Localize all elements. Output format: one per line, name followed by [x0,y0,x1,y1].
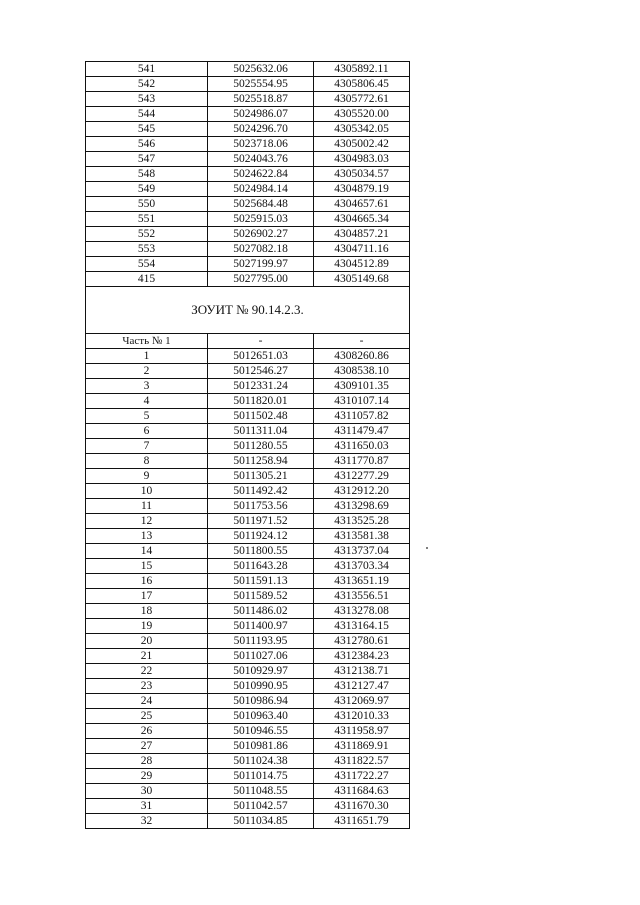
x-coordinate: 5011193.95 [208,634,314,649]
point-number: 32 [86,814,208,829]
point-number: 541 [86,62,208,77]
point-number: 546 [86,137,208,152]
table-row [86,409,410,424]
table-row [86,634,410,649]
table-row [86,272,410,287]
table-row [86,182,410,197]
section-header-body [86,287,410,349]
table-row [86,484,410,499]
y-coordinate: 4305342.05 [314,122,410,137]
x-coordinate: 5011486.02 [208,604,314,619]
y-coordinate: 4311650.03 [314,439,410,454]
y-coordinate: 4305002.42 [314,137,410,152]
x-coordinate: 5010963.40 [208,709,314,724]
y-coordinate: 4311770.87 [314,454,410,469]
x-coordinate: 5011034.85 [208,814,314,829]
table-row [86,152,410,167]
point-number: 23 [86,679,208,694]
coordinates-table [85,61,410,829]
x-coordinate: 5010990.95 [208,679,314,694]
table-row [86,439,410,454]
point-number: 13 [86,529,208,544]
table-row [86,469,410,484]
point-number: 3 [86,379,208,394]
y-coordinate: 4313556.51 [314,589,410,604]
table-row [86,739,410,754]
section-title-row [86,287,410,334]
x-coordinate: 5011502.48 [208,409,314,424]
point-number: 19 [86,619,208,634]
table-row [86,694,410,709]
y-coordinate: 4312010.33 [314,709,410,724]
part-header-row [86,334,410,349]
table-row [86,349,410,364]
point-number: 16 [86,574,208,589]
point-number: 548 [86,167,208,182]
y-coordinate: 4304857.21 [314,227,410,242]
table-row [86,122,410,137]
point-number: 4 [86,394,208,409]
x-coordinate: 5011971.52 [208,514,314,529]
stray-dot-mark [426,547,428,549]
y-coordinate: 4311670.30 [314,799,410,814]
point-number: 1 [86,349,208,364]
y-coordinate: 4313298.69 [314,499,410,514]
y-coordinate: 4313278.08 [314,604,410,619]
point-number: 29 [86,769,208,784]
table-row [86,92,410,107]
x-coordinate: 5025554.95 [208,77,314,92]
x-coordinate: 5027082.18 [208,242,314,257]
point-number: 552 [86,227,208,242]
y-coordinate: 4304983.03 [314,152,410,167]
point-number: 6 [86,424,208,439]
point-number: 554 [86,257,208,272]
point-number: 22 [86,664,208,679]
x-coordinate: 5011820.01 [208,394,314,409]
x-coordinate: 5011753.56 [208,499,314,514]
x-coordinate: 5011024.38 [208,754,314,769]
y-coordinate: 4305892.11 [314,62,410,77]
x-coordinate: 5011258.94 [208,454,314,469]
x-coordinate: 5011800.55 [208,544,314,559]
point-number: 14 [86,544,208,559]
y-coordinate: 4305034.57 [314,167,410,182]
y-coordinate: 4311722.27 [314,769,410,784]
y-coordinate: 4308538.10 [314,364,410,379]
y-coordinate: 4312138.71 [314,664,410,679]
y-coordinate: 4308260.86 [314,349,410,364]
point-number: 9 [86,469,208,484]
table-row [86,227,410,242]
point-number: 551 [86,212,208,227]
y-coordinate: 4313737.04 [314,544,410,559]
point-number: 550 [86,197,208,212]
x-coordinate: 5025684.48 [208,197,314,212]
section-title: ЗОУИТ № 90.14.2.3. [86,287,410,334]
table-row [86,529,410,544]
point-number: 553 [86,242,208,257]
point-number: 12 [86,514,208,529]
y-coordinate: 4311958.97 [314,724,410,739]
point-number: 26 [86,724,208,739]
point-number: 30 [86,784,208,799]
x-coordinate: 5010946.55 [208,724,314,739]
y-coordinate: 4304512.89 [314,257,410,272]
table-row [86,77,410,92]
table-row [86,424,410,439]
table-row [86,754,410,769]
y-coordinate: 4313581.38 [314,529,410,544]
y-coordinate: 4305806.45 [314,77,410,92]
point-number: 2 [86,364,208,379]
x-coordinate: 5011014.75 [208,769,314,784]
table-row [86,799,410,814]
x-coordinate: 5027795.00 [208,272,314,287]
y-coordinate: 4312069.97 [314,694,410,709]
x-coordinate: 5010929.97 [208,664,314,679]
table-row [86,574,410,589]
x-coordinate: 5010981.86 [208,739,314,754]
point-number: 27 [86,739,208,754]
x-coordinate: 5012546.27 [208,364,314,379]
x-coordinate: 5011643.28 [208,559,314,574]
y-coordinate: 4310107.14 [314,394,410,409]
point-number: 544 [86,107,208,122]
y-coordinate: 4312780.61 [314,634,410,649]
y-coordinate: 4305149.68 [314,272,410,287]
table-row [86,514,410,529]
y-coordinate: 4311822.57 [314,754,410,769]
y-coordinate: 4313525.28 [314,514,410,529]
x-coordinate: 5024043.76 [208,152,314,167]
point-number: 7 [86,439,208,454]
x-coordinate: 5011591.13 [208,574,314,589]
point-number: 20 [86,634,208,649]
table-row [86,604,410,619]
y-coordinate: 4311651.79 [314,814,410,829]
table-row [86,724,410,739]
point-number: 25 [86,709,208,724]
part-label: Часть № 1 [86,334,208,349]
point-number: 8 [86,454,208,469]
y-coordinate: 4313651.19 [314,574,410,589]
y-coordinate: 4311479.47 [314,424,410,439]
table-row [86,784,410,799]
point-number: 31 [86,799,208,814]
x-coordinate: 5025632.06 [208,62,314,77]
x-coordinate: 5025915.03 [208,212,314,227]
table-row [86,107,410,122]
x-coordinate: 5011400.97 [208,619,314,634]
x-coordinate: 5025518.87 [208,92,314,107]
point-number: 17 [86,589,208,604]
x-coordinate: 5011305.21 [208,469,314,484]
x-coordinate: 5024984.14 [208,182,314,197]
point-number: 10 [86,484,208,499]
y-coordinate: 4312277.29 [314,469,410,484]
table-row [86,769,410,784]
table-row [86,679,410,694]
point-number: 415 [86,272,208,287]
x-coordinate: 5010986.94 [208,694,314,709]
y-coordinate: 4311057.82 [314,409,410,424]
table-row [86,814,410,829]
x-coordinate: 5011311.04 [208,424,314,439]
point-number: 543 [86,92,208,107]
y-coordinate: 4312912.20 [314,484,410,499]
x-coordinate: 5011280.55 [208,439,314,454]
upper-coordinates-body [86,62,410,287]
table-row [86,709,410,724]
y-coordinate: 4313703.34 [314,559,410,574]
x-coordinate: 5027199.97 [208,257,314,272]
table-row [86,197,410,212]
table-row [86,167,410,182]
table-row [86,619,410,634]
table-row [86,62,410,77]
x-coordinate: 5011589.52 [208,589,314,604]
lower-coordinates-body [86,349,410,829]
x-coordinate: 5012651.03 [208,349,314,364]
y-coordinate: 4311684.63 [314,784,410,799]
point-number: 11 [86,499,208,514]
y-coordinate: 4311869.91 [314,739,410,754]
x-coordinate: 5011027.06 [208,649,314,664]
point-number: 5 [86,409,208,424]
table-row [86,242,410,257]
table-row [86,649,410,664]
x-coordinate: 5024986.07 [208,107,314,122]
y-coordinate: 4304657.61 [314,197,410,212]
table-row [86,544,410,559]
table-row [86,257,410,272]
x-coordinate: 5011042.57 [208,799,314,814]
x-coordinate: 5024622.84 [208,167,314,182]
point-number: 18 [86,604,208,619]
table-row [86,394,410,409]
table-row [86,559,410,574]
table-row [86,379,410,394]
x-coordinate: 5011492.42 [208,484,314,499]
table-row [86,589,410,604]
table-row [86,364,410,379]
y-coordinate: 4313164.15 [314,619,410,634]
y-coordinate: 4309101.35 [314,379,410,394]
point-number: 547 [86,152,208,167]
point-number: 15 [86,559,208,574]
point-number: 28 [86,754,208,769]
x-coordinate: 5023718.06 [208,137,314,152]
point-number: 21 [86,649,208,664]
y-coordinate: 4304879.19 [314,182,410,197]
y-coordinate: 4304711.16 [314,242,410,257]
part-y-placeholder: - [314,334,410,349]
x-coordinate: 5024296.70 [208,122,314,137]
y-coordinate: 4312127.47 [314,679,410,694]
x-coordinate: 5011924.12 [208,529,314,544]
point-number: 24 [86,694,208,709]
y-coordinate: 4304665.34 [314,212,410,227]
table-row [86,137,410,152]
x-coordinate: 5026902.27 [208,227,314,242]
point-number: 549 [86,182,208,197]
point-number: 545 [86,122,208,137]
part-x-placeholder: - [208,334,314,349]
y-coordinate: 4312384.23 [314,649,410,664]
table-row [86,499,410,514]
x-coordinate: 5012331.24 [208,379,314,394]
y-coordinate: 4305520.00 [314,107,410,122]
y-coordinate: 4305772.61 [314,92,410,107]
table-row [86,454,410,469]
point-number: 542 [86,77,208,92]
x-coordinate: 5011048.55 [208,784,314,799]
table-row [86,212,410,227]
table-row [86,664,410,679]
